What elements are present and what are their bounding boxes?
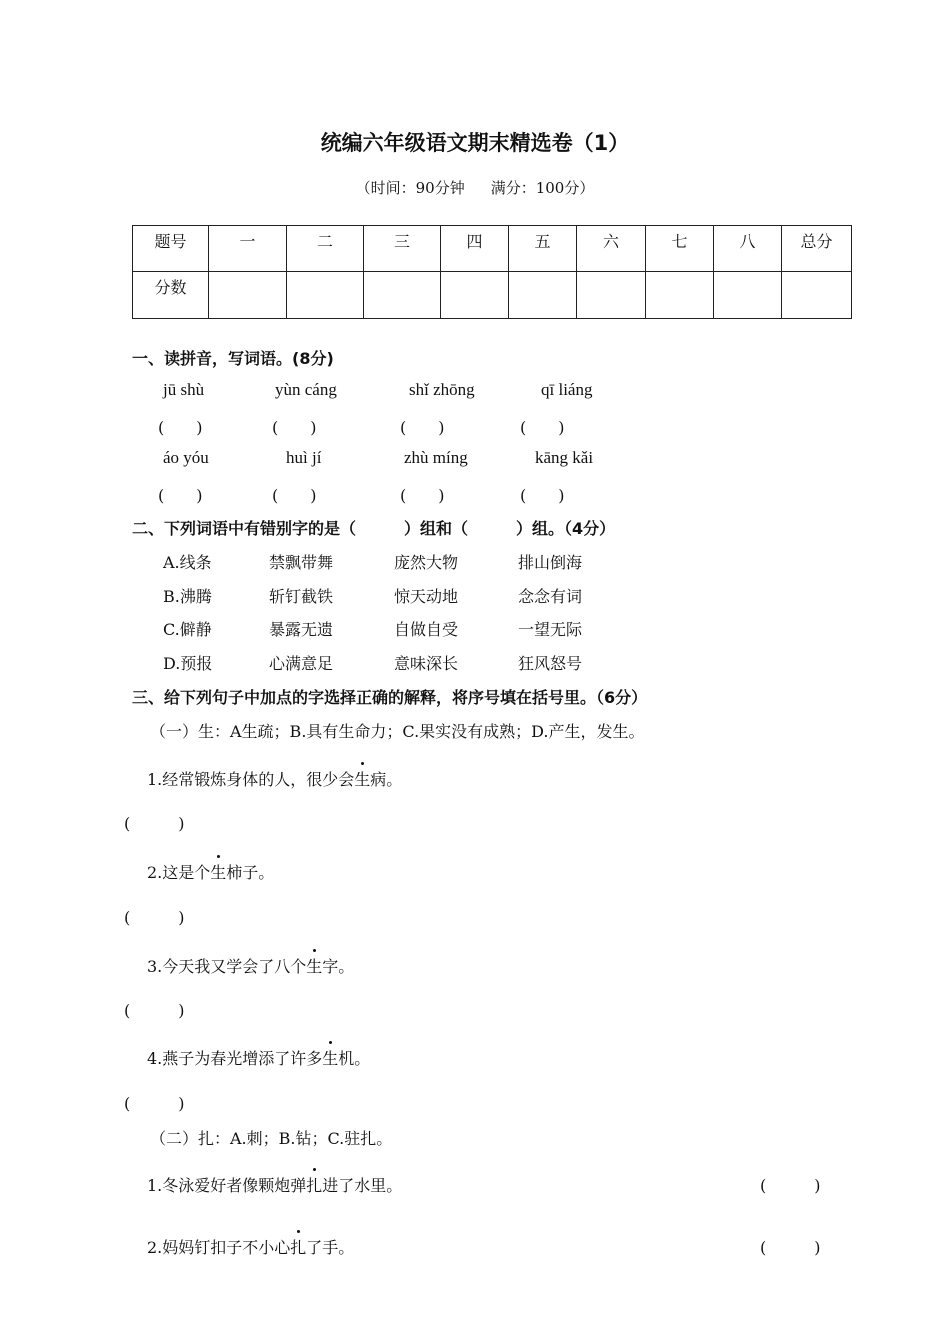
question-sentence: 1.经常锻炼身体的人，很少会生病。 (147, 767, 402, 790)
dotted-char: 生 (210, 860, 226, 883)
score-cell[interactable] (646, 272, 714, 319)
pinyin: kāng kǎi (535, 448, 594, 467)
question-sentence: 2.妈妈钉扣子不小心扎了手。 (147, 1235, 354, 1258)
definition-line: （一）生：A生疏；B.具有生命力；C.果实没有成熟；D.产生，发生。 (150, 722, 645, 741)
word: 心满意足 (269, 654, 334, 673)
word: 一望无际 (518, 620, 583, 639)
answer-blank[interactable]: ( ) (124, 1001, 185, 1020)
word: 念念有词 (518, 587, 583, 606)
pinyin: huì jí (286, 448, 322, 467)
header-cell: 题号 (133, 226, 209, 272)
question-sentence: 1.冬泳爱好者像颗炮弹扎进了水里。 (147, 1173, 402, 1196)
answer-blank[interactable]: ( ) (520, 418, 565, 437)
header-cell: 总分 (782, 226, 852, 272)
answer-blank[interactable]: ( ) (400, 418, 445, 437)
score-cell[interactable] (782, 272, 852, 319)
header-cell: 五 (509, 226, 577, 272)
dotted-char: 生 (306, 954, 322, 977)
section3-heading: 三、给下列句子中加点的字选择正确的解释，将序号填在括号里。（6分） (132, 688, 648, 707)
exam-info (0, 177, 950, 198)
dotted-char: 扎 (306, 1173, 322, 1196)
word: 庞然大物 (394, 553, 459, 572)
dotted-char: 扎 (290, 1235, 306, 1258)
header-cell: 六 (577, 226, 646, 272)
question-sentence: 4.燕子为春光增添了许多生机。 (147, 1046, 370, 1069)
question-sentence: 3.今天我又学会了八个生字。 (147, 954, 354, 977)
pinyin: qī liáng (541, 380, 593, 399)
word: 斩钉截铁 (269, 587, 334, 606)
answer-blank[interactable]: ( ) (520, 486, 565, 505)
header-cell: 四 (441, 226, 509, 272)
option-label: A.线条 (163, 553, 212, 572)
score-cell[interactable] (287, 272, 364, 319)
pinyin: yùn cáng (275, 380, 337, 399)
answer-blank[interactable]: ( ) (158, 418, 203, 437)
word: 排山倒海 (518, 553, 583, 572)
dotted-char: 生 (322, 1046, 338, 1069)
answer-blank[interactable]: ( ) (760, 1176, 821, 1195)
answer-blank[interactable]: ( ) (272, 486, 317, 505)
header-cell: 八 (714, 226, 782, 272)
score-cell[interactable] (577, 272, 646, 319)
header-cell: 一 (209, 226, 287, 272)
answer-blank[interactable]: ( ) (124, 1094, 185, 1113)
section2-heading: 二、下列词语中有错别字的是（ ）组和（ ）组。（4分） (132, 519, 616, 538)
definition-line: （二）扎：A.刺；B.钻；C.驻扎。 (150, 1129, 393, 1148)
word: 禁飘带舞 (269, 553, 334, 572)
answer-blank[interactable]: ( ) (124, 814, 185, 833)
header-cell: 二 (287, 226, 364, 272)
time-limit: （时间：90分钟 (355, 179, 465, 197)
score-cell[interactable] (441, 272, 509, 319)
word: 暴露无遗 (269, 620, 334, 639)
answer-blank[interactable]: ( ) (760, 1238, 821, 1257)
score-cell[interactable] (509, 272, 577, 319)
option-label: D.预报 (163, 654, 213, 673)
option-label: B.沸腾 (163, 587, 212, 606)
pinyin: zhù míng (404, 448, 468, 467)
dotted-char: 生 (354, 767, 370, 790)
answer-blank[interactable]: ( ) (158, 486, 203, 505)
answer-blank[interactable]: ( ) (400, 486, 445, 505)
score-table (132, 225, 852, 319)
score-label-cell: 分数 (133, 272, 209, 319)
answer-blank[interactable]: ( ) (272, 418, 317, 437)
answer-blank[interactable]: ( ) (124, 908, 185, 927)
option-label: C.僻静 (163, 620, 212, 639)
section1-heading: 一、读拼音，写词语。(8分) (132, 349, 334, 368)
word: 自做自受 (394, 620, 459, 639)
score-table-score-row (133, 272, 852, 319)
pinyin: jū shù (163, 380, 205, 399)
word: 惊天动地 (394, 587, 459, 606)
score-table-header-row (133, 226, 852, 272)
full-score: 满分：100分） (490, 179, 595, 197)
word: 意味深长 (394, 654, 459, 673)
question-sentence: 2.这是个生柿子。 (147, 860, 274, 883)
pinyin: áo yóu (163, 448, 209, 467)
header-cell: 三 (364, 226, 441, 272)
pinyin: shǐ zhōng (409, 380, 475, 399)
word: 狂风怒号 (518, 654, 583, 673)
score-cell[interactable] (209, 272, 287, 319)
score-cell[interactable] (364, 272, 441, 319)
page-title: 统编六年级语文期末精选卷（1） (320, 131, 630, 155)
header-cell: 七 (646, 226, 714, 272)
score-cell[interactable] (714, 272, 782, 319)
